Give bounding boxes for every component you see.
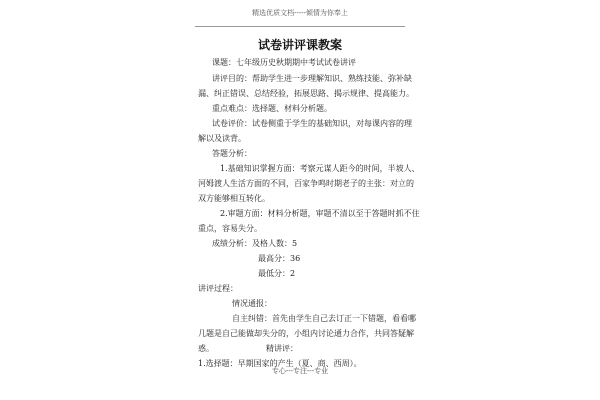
process-heading: 讲评过程： xyxy=(198,284,238,293)
basics-line-3: 双方能够相互转化。 xyxy=(198,194,270,203)
evaluation-line-1: 试卷评价：试卷侧重于学生的基础知识，对每课内容的理 xyxy=(212,119,412,128)
topic-line: 课题：七年级历史秋期期中考试试卷讲评 xyxy=(212,58,356,67)
situation-heading: 情况通报： xyxy=(232,299,272,308)
reading-line-2: 重点，容易失分。 xyxy=(198,224,262,233)
self-correction-line-3: 惑。 精讲评： xyxy=(198,344,298,353)
header-divider xyxy=(195,26,405,27)
evaluation-line-2: 解以及读背。 xyxy=(198,134,246,143)
page-footer: 专心---专注---专业 xyxy=(271,367,329,375)
purpose-line-1: 讲评目的：帮助学生进一步理解知识、熟练技能、弥补缺 xyxy=(212,74,412,83)
choice-question-line: 1.选择题：早期国家的产生（夏、商、西周）。 xyxy=(198,359,362,368)
min-score-line: 最低分：2 xyxy=(258,269,296,278)
max-score-line: 最高分：36 xyxy=(258,254,301,263)
reading-line-1: 2.审题方面：材料分析题，审题不清以至于答题时抓不住 xyxy=(220,209,420,218)
key-points-line: 重点难点：选择题、材料分析题。 xyxy=(212,104,332,113)
analysis-heading: 答题分析： xyxy=(212,149,252,158)
pass-count-line: 成绩分析：及格人数：5 xyxy=(212,239,298,248)
self-correction-line-1: 自主纠错：首先由学生自己去订正一下错题，看看哪 xyxy=(232,314,416,323)
basics-line-1: 1.基础知识掌握方面：考察元谋人距今的时间，半坡人、 xyxy=(220,164,420,173)
page-header: 精选优质文档-----倾情为你奉上 xyxy=(252,9,348,17)
basics-line-2: 河姆渡人生活方面的不同，百家争鸣时期老子的主张：对立的 xyxy=(198,179,414,188)
self-correction-line-2: 几题是自己能做却失分的，小组内讨论通力合作，共同答疑解 xyxy=(198,329,414,338)
document-title: 试卷讲评课教案 xyxy=(257,38,342,52)
purpose-line-2: 漏、纠正错误、总结经验，拓展思路、揭示规律、提高能力。 xyxy=(198,89,414,98)
